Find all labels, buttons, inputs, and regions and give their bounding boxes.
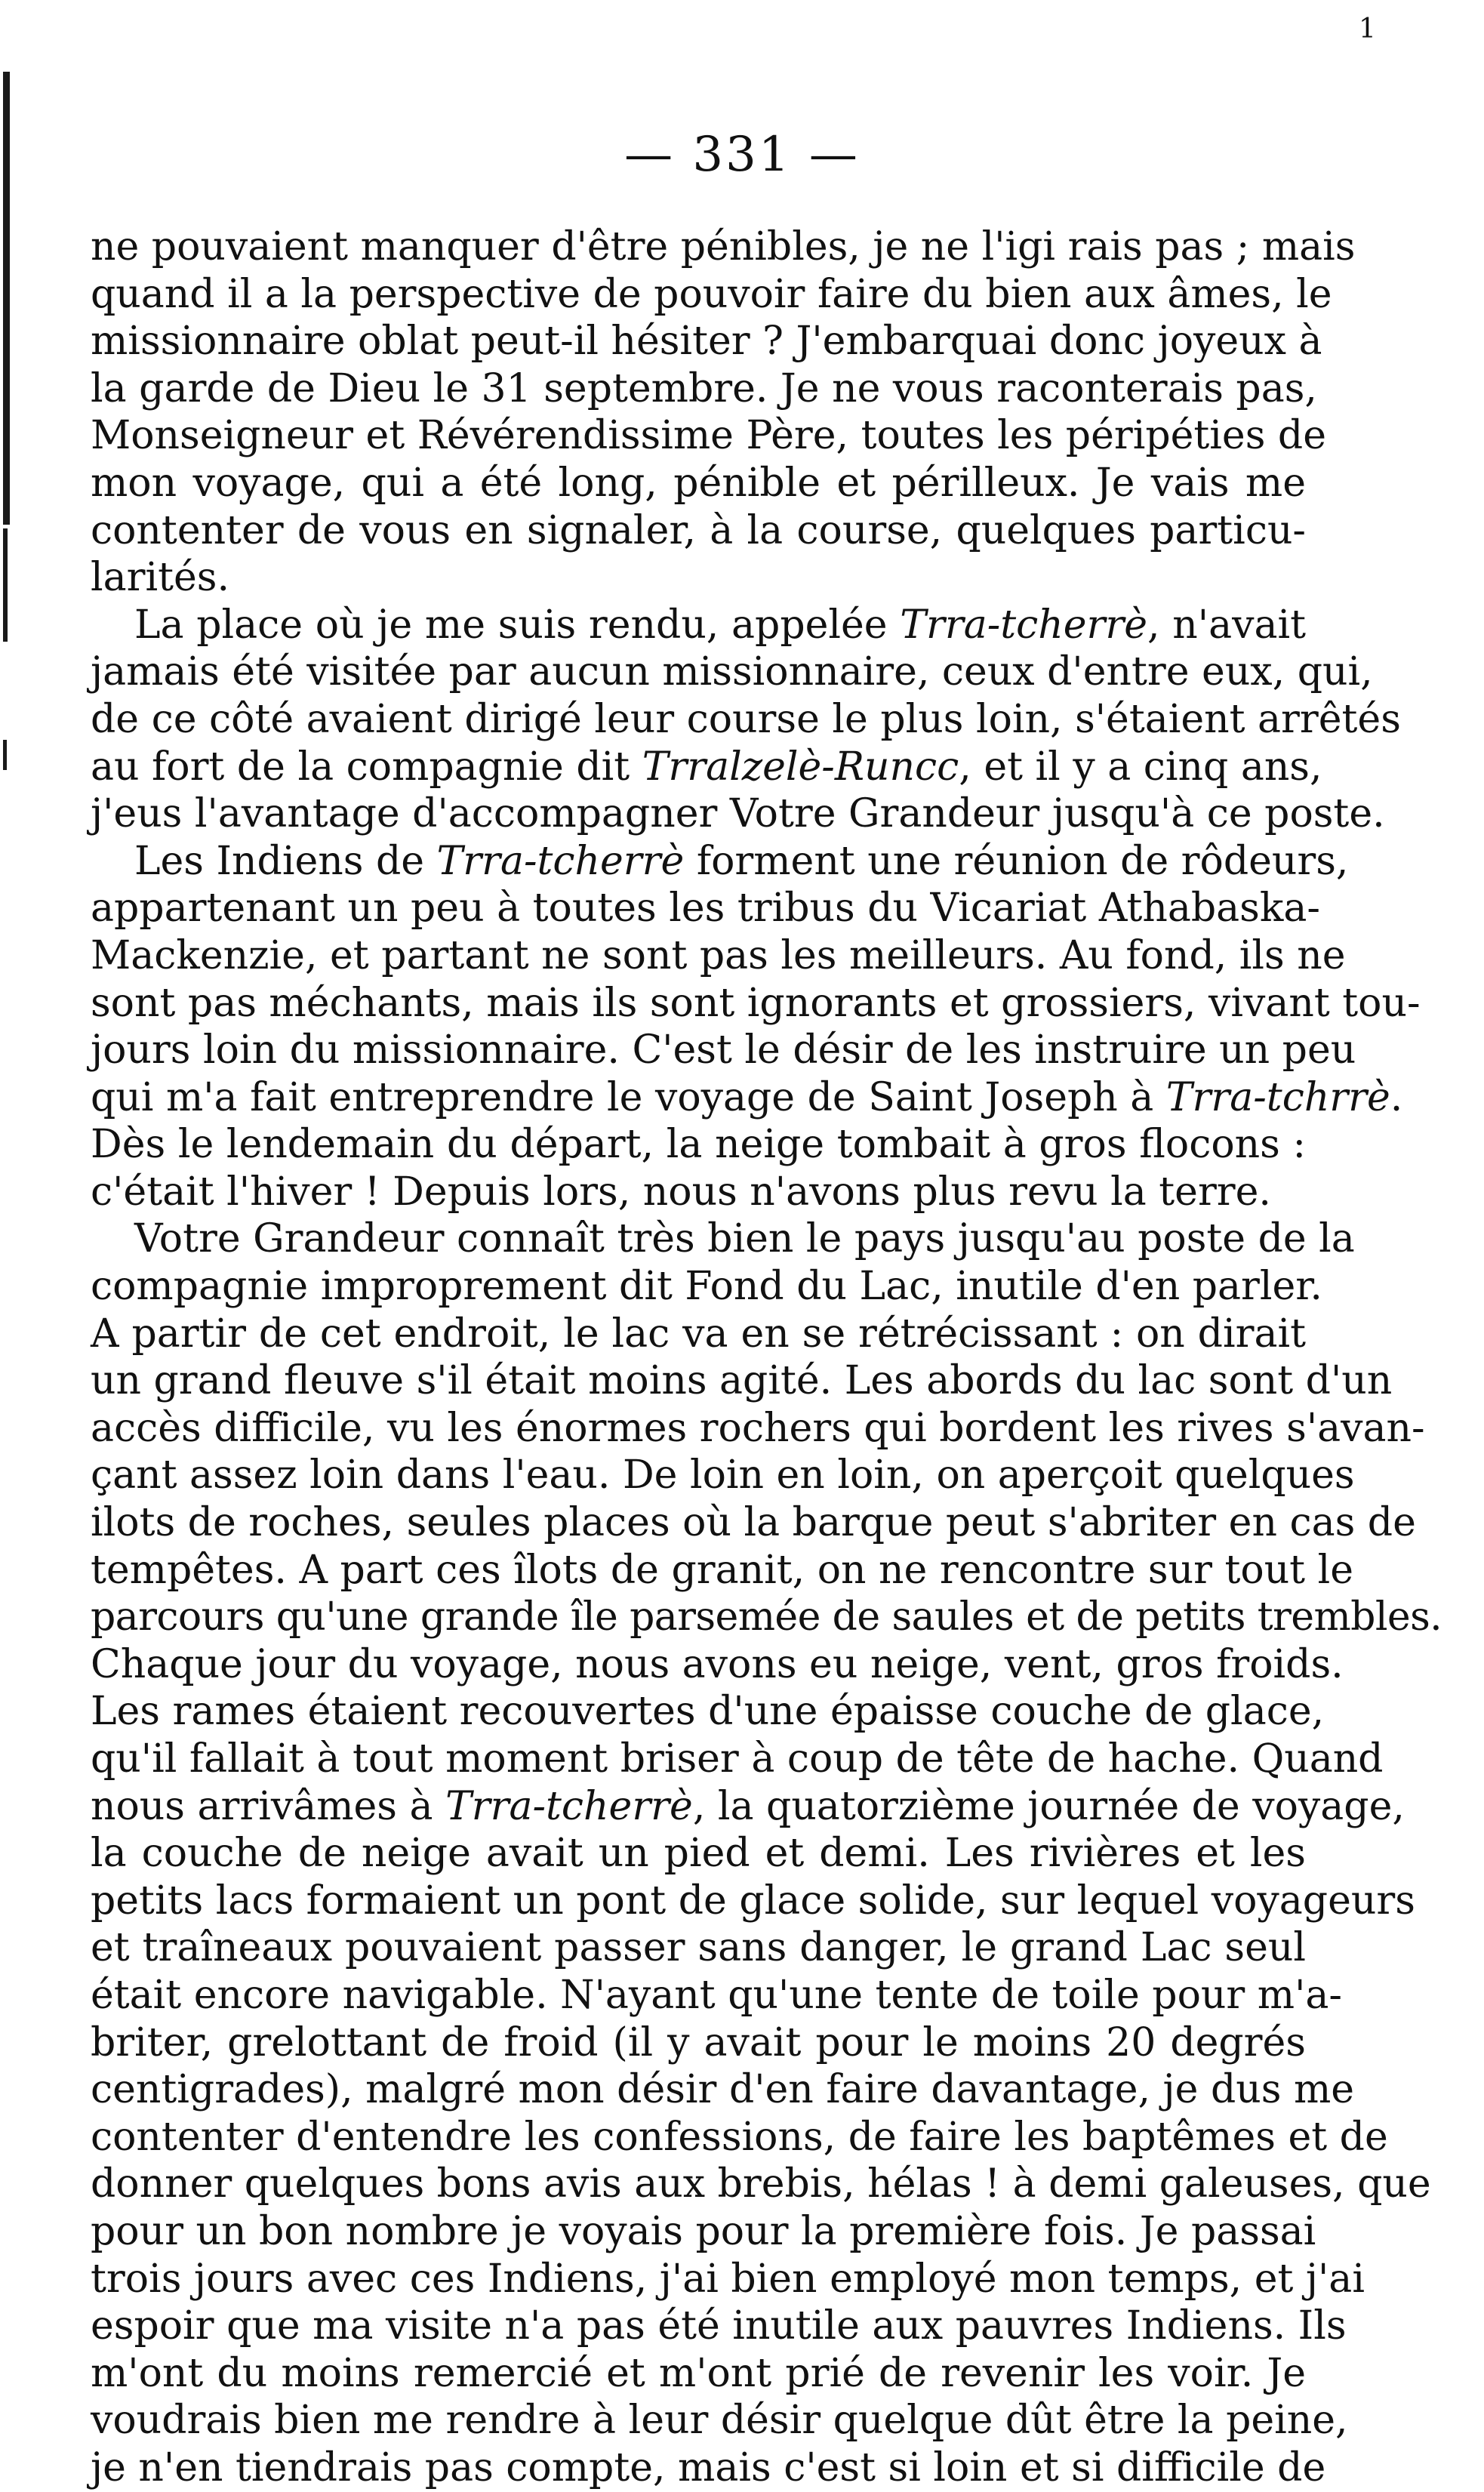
text-line <box>91 744 1322 791</box>
text-line: petits lacs formaient un pont de glace solide, sur lequel voyageurs <box>91 1877 1415 1924</box>
text-line: et traîneaux pouvaient passer sans danger, le grand Lac seul <box>91 1925 1306 1971</box>
text-line: accès difficile, vu les énormes rochers qui bordent les rives s'avan- <box>91 1405 1425 1451</box>
body-text <box>91 223 1442 2492</box>
text-line: jamais été visitée par aucun missionnaire, ceux d'entre eux, qui, <box>91 649 1373 695</box>
text-line: Dès le lendemain du départ, la neige tombait à gros flocons : <box>91 1122 1306 1168</box>
text-line: Chaque jour du voyage, nous avons eu neige, vent, gros froids. <box>91 1641 1344 1687</box>
text-line: de ce côté avaient dirigé leur course le plus loin, s'étaient arrêtés <box>91 696 1401 742</box>
text-line: j'eus l'avantage d'accompagner Votre Grandeur jusqu'à ce poste. <box>91 791 1385 837</box>
text-line: sont pas méchants, mais ils sont ignorants et grossiers, vivant tou- <box>91 980 1421 1026</box>
text-line: larités. <box>91 555 230 601</box>
corner-mark: 1 <box>1359 14 1376 45</box>
text-line: centigrades), malgré mon désir d'en faire davantage, je dus me <box>91 2067 1355 2113</box>
text-line <box>91 1783 1405 1831</box>
place-name-italic: Trra-tchrrè <box>1165 1074 1390 1120</box>
text-line: donner quelques bons avis aux brebis, hélas ! à demi galeuses, que <box>91 2161 1431 2207</box>
text-line: A partir de cet endroit, le lac va en se rétrécissant : on dirait <box>91 1311 1306 1357</box>
text-line: espoir que ma visite n'a pas été inutile aux pauvres Indiens. Ils <box>91 2303 1347 2349</box>
text-line: appartenant un peu à toutes les tribus du Vicariat Athabaska- <box>91 886 1320 932</box>
text-segment: qui m'a fait entreprendre le voyage de Saint Joseph à <box>91 1074 1166 1120</box>
text-line: contenter de vous en signaler, à la course, quelques particu- <box>91 507 1306 553</box>
text-line <box>91 602 1306 649</box>
text-segment: , la quatorzième journée de voyage, <box>692 1783 1405 1829</box>
text-line: voudrais bien me rendre à leur désir quelque dût être la peine, <box>91 2398 1348 2444</box>
place-name-italic: Trra-tcherrè <box>445 1783 693 1829</box>
text-line: tempêtes. A part ces îlots de granit, on ne rencontre sur tout le <box>91 1547 1354 1593</box>
text-line: m'ont du moins remercié et m'ont prié de revenir les voir. Je <box>91 2350 1306 2396</box>
text-segment: forment une réunion de rôdeurs, <box>684 838 1349 884</box>
text-line: pour un bon nombre je voyais pour la première fois. Je passai <box>91 2208 1316 2254</box>
text-segment: , et il y a cinq ans, <box>959 744 1322 790</box>
place-name-italic: Trra-tcherrè <box>436 838 685 884</box>
text-line: missionnaire oblat peut-il hésiter ? J'embarquai donc joyeux à <box>91 319 1322 365</box>
text-line: trois jours avec ces Indiens, j'ai bien employé mon temps, et j'ai <box>91 2256 1365 2302</box>
text-line: ne pouvaient manquer d'être pénibles, je ne l'igi rais pas ; mais <box>91 224 1356 270</box>
text-line: qu'il fallait à tout moment briser à coup de tête de hache. Quand <box>91 1736 1384 1782</box>
text-line: ilots de roches, seules places où la barque peut s'abriter en cas de <box>91 1500 1416 1546</box>
text-line: Mackenzie, et partant ne sont pas les meilleurs. Au fond, ils ne <box>91 932 1346 978</box>
text-line <box>91 838 1349 886</box>
text-line: la garde de Dieu le 31 septembre. Je ne vous raconterais pas, <box>91 365 1317 411</box>
text-segment: nous arrivâmes à <box>91 1783 446 1829</box>
text-segment: Les Indiens de <box>134 838 437 884</box>
text-segment: , n'avait <box>1147 602 1306 648</box>
text-line: çant assez loin dans l'eau. De loin en loin, on aperçoit quelques <box>91 1452 1355 1499</box>
text-line: je n'en tiendrais pas compte, mais c'est si loin et si difficile de <box>91 2444 1326 2490</box>
text-line: la couche de neige avait un pied et demi. Les rivières et les <box>91 1831 1306 1877</box>
text-segment: au fort de la compagnie dit <box>91 744 642 790</box>
text-line: Monseigneur et Révérendissime Père, toutes les péripéties de <box>91 413 1326 459</box>
text-line: Votre Grandeur connaît très bien le pays jusqu'au poste de la <box>134 1216 1355 1262</box>
text-line: compagnie improprement dit Fond du Lac, inutile d'en parler. <box>91 1264 1322 1310</box>
text-segment: La place où je me suis rendu, appelée <box>134 602 901 648</box>
text-line: c'était l'hiver ! Depuis lors, nous n'avons plus revu la terre. <box>91 1169 1271 1215</box>
text-line: briter, grelottant de froid (il y avait pour le moins 20 degrés <box>91 2019 1306 2065</box>
text-line: parcours qu'une grande île parsemée de saules et de petits trembles. <box>91 1594 1442 1640</box>
page-number: — 331 — <box>624 127 860 183</box>
text-line: jours loin du missionnaire. C'est le désir de les instruire un peu <box>91 1027 1356 1074</box>
place-name-italic: Trra-tcherrè <box>900 602 1148 648</box>
page-edge-rule <box>3 528 8 642</box>
page-edge-rule <box>3 740 7 770</box>
text-line: quand il a la perspective de pouvoir faire du bien aux âmes, le <box>91 271 1332 317</box>
place-name-italic: Trralzelè-Runcc <box>642 744 959 790</box>
text-line <box>91 1074 1403 1122</box>
text-line: un grand fleuve s'il était moins agité. Les abords du lac sont d'un <box>91 1358 1393 1404</box>
text-line: Les rames étaient recouvertes d'une épaisse couche de glace, <box>91 1689 1325 1735</box>
text-segment: . <box>1390 1074 1403 1120</box>
text-line: était encore navigable. N'ayant qu'une tente de toile pour m'a- <box>91 1972 1342 2018</box>
text-line: mon voyage, qui a été long, pénible et périlleux. Je vais me <box>91 460 1306 506</box>
text-line: contenter d'entendre les confessions, de faire les baptêmes et de <box>91 2114 1388 2160</box>
